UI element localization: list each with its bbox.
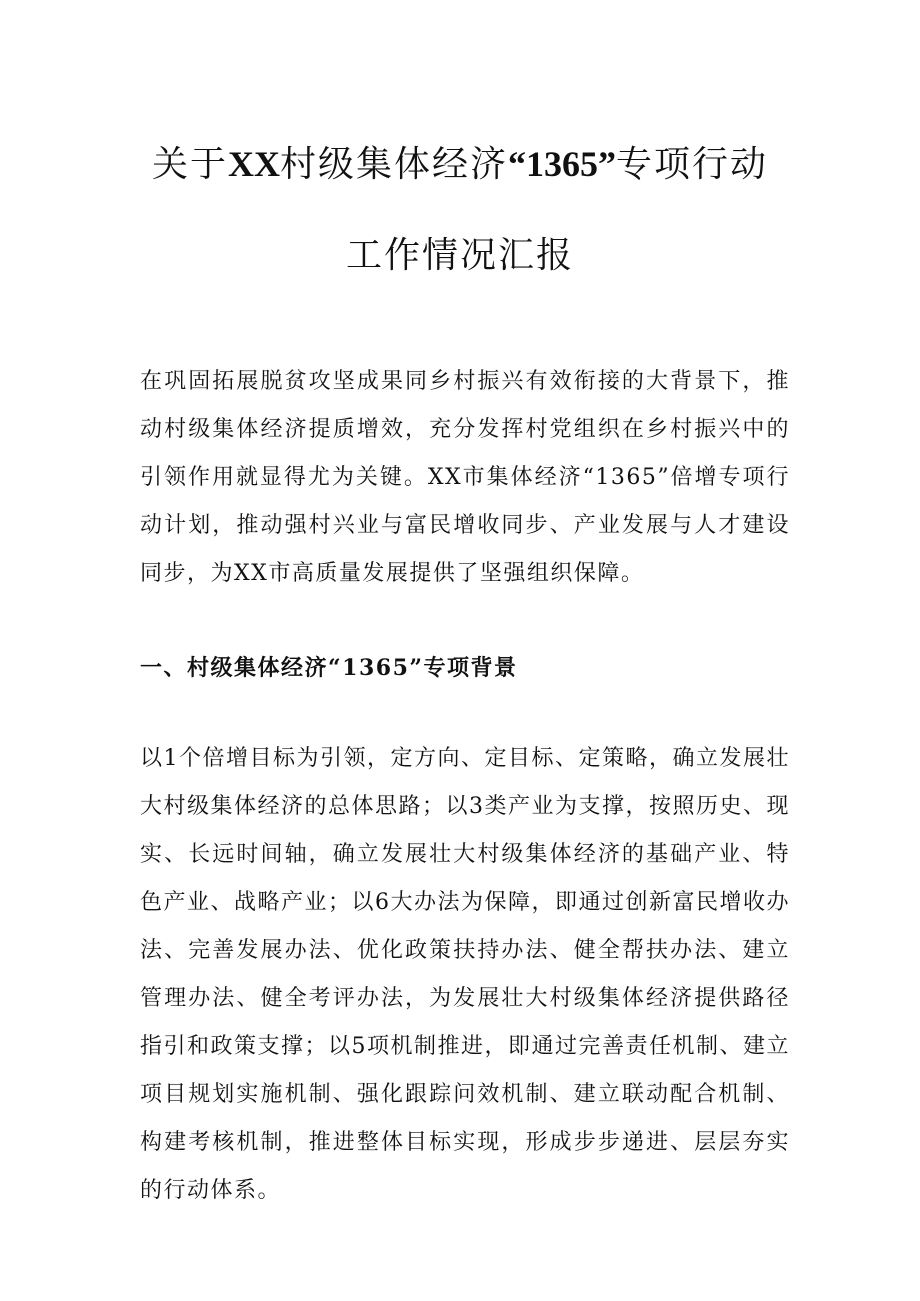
section-1-paragraph: 以1个倍增目标为引领，定方向、定目标、定策略，确立发展壮大村级集体经济的总体思路；以3类产业为支撑，按照历史、现实、长远时间轴，确立发展壮大村级集体经济的基础产业、特色产业、战略产业；以6大办法为保障，即通过创新富民增收办法、完善发展办法、优化政策扶持办法、健全帮扶办法、建立管理办法、健全考评办法，为发展壮大村级集体经济提供路径指引和政策支撑；以5项机制推进，即通过完善责任机制、建立项目规划实施机制、强化跟踪问效机制、建立联动配合机制、构建考核机制，推进整体目标实现，形成步步递进、层层夯实的行动体系。: [140, 746, 790, 1203]
title-program-code: “1365”: [508, 144, 616, 184]
intro-paragraph: 在巩固拓展脱贫攻坚成果同乡村振兴有效衔接的大背景下，推动村级集体经济提质增效，充分发挥村党组织在乡村振兴中的引领作用就显得尤为关键。XX市集体经济“1365”倍增专项行动计划，推动强村兴业与富民增收同步、产业发展与人才建设同步，为XX市高质量发展提供了坚强组织保障。: [140, 369, 790, 586]
title-region-code: XX: [227, 144, 280, 184]
document-title-line-2: 工作情况汇报: [345, 235, 574, 276]
section-1-heading: 一、村级集体经济“1365”专项背景: [140, 655, 518, 681]
document-title-line-1: [0, 142, 920, 187]
title-prefix: 关于: [151, 144, 228, 185]
title-subject: 村级集体经济: [279, 144, 508, 185]
title-suffix: 专项行动: [616, 144, 769, 185]
